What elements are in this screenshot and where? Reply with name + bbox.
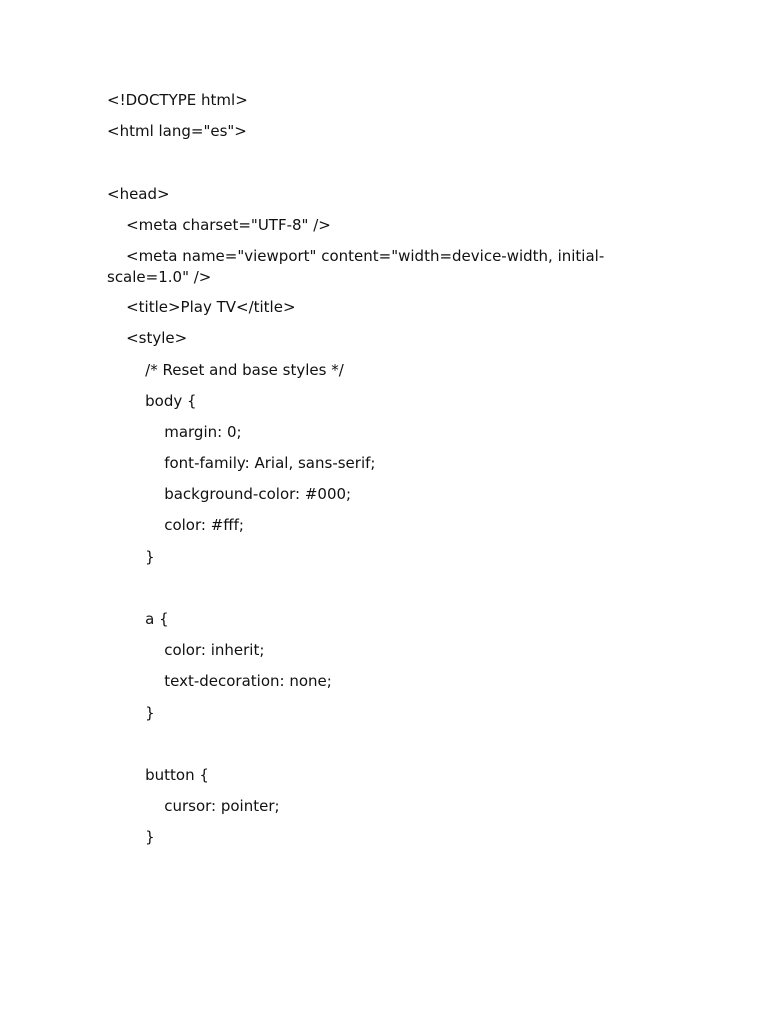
- code-line: <!DOCTYPE html>: [107, 91, 248, 109]
- code-line: /* Reset and base styles */: [107, 360, 344, 379]
- blank-line: [107, 152, 667, 183]
- code-line: }: [107, 828, 155, 847]
- code-line-wrapped: [107, 246, 667, 297]
- code-line-text: <meta name="viewport" content="width=device-width, initial-scale=1.0" />: [107, 246, 605, 286]
- code-line: a {: [107, 610, 169, 628]
- code-line: body {: [107, 391, 197, 410]
- blank-line: [107, 859, 667, 890]
- code-line: background-color: #000;: [107, 485, 352, 504]
- code-line: color: inherit;: [107, 641, 265, 660]
- code-line: <title>Play TV</title>: [107, 298, 296, 317]
- blank-line: [107, 734, 667, 765]
- code-line: <style>: [107, 329, 188, 348]
- code-text-block: [107, 90, 667, 921]
- code-line: }: [107, 703, 155, 722]
- code-line: }: [107, 547, 155, 566]
- code-line: font-family: Arial, sans-serif;: [107, 454, 376, 473]
- code-line: button {: [107, 765, 209, 784]
- code-line: <head>: [107, 184, 170, 203]
- blank-line: [107, 578, 667, 609]
- code-line: color: #fff;: [107, 516, 244, 535]
- code-line: margin: 0;: [107, 422, 242, 441]
- code-line: cursor: pointer;: [107, 797, 280, 816]
- code-line: text-decoration: none;: [107, 672, 332, 691]
- code-line: <meta charset="UTF-8" />: [107, 215, 331, 234]
- code-line: <html lang="es">: [107, 122, 247, 141]
- code-line: [107, 890, 667, 921]
